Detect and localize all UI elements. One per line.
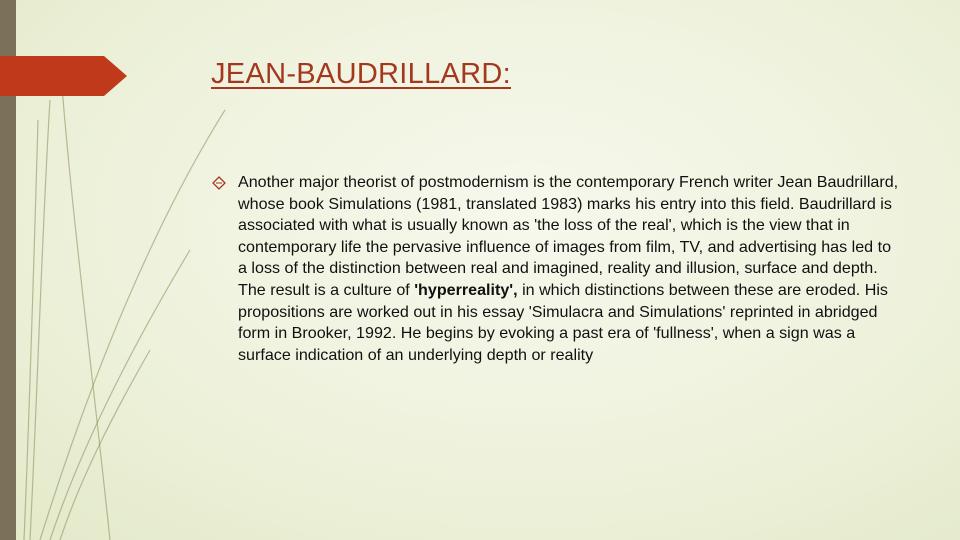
diamond-outline-icon	[212, 176, 226, 190]
slide-title: JEAN-BAUDRILLARD:	[211, 58, 511, 90]
bullet-paragraph	[238, 172, 902, 366]
hyperreality-term: 'hyperreality',	[414, 280, 518, 299]
paragraph-text-part1: Another major theorist of postmodernism is the contemporary French writer Jean Baudrillard, whose book Simulations (1981, translated 1983) marks his entry into this field. Baudrillard is associated with what is usually known as 'the loss of the real', which is the view that in contemporary life the pervasive influence of images from film, TV, and advertising has led to a loss of the distinction between real and imagined, reality and illusion, surface and depth. The result is a culture of	[238, 173, 899, 299]
paragraph-text-part2: in which distinctions between these are eroded. His propositions are worked out in his essay 'Simulacra and Simulations' reprinted in abridged form in Brooker, 1992. He begins by evoking a past era of 'fullness', when a sign was a surface indication of an underlying depth or reality	[238, 280, 888, 364]
title-accent-tag	[0, 56, 127, 96]
bullet-list	[212, 172, 902, 366]
